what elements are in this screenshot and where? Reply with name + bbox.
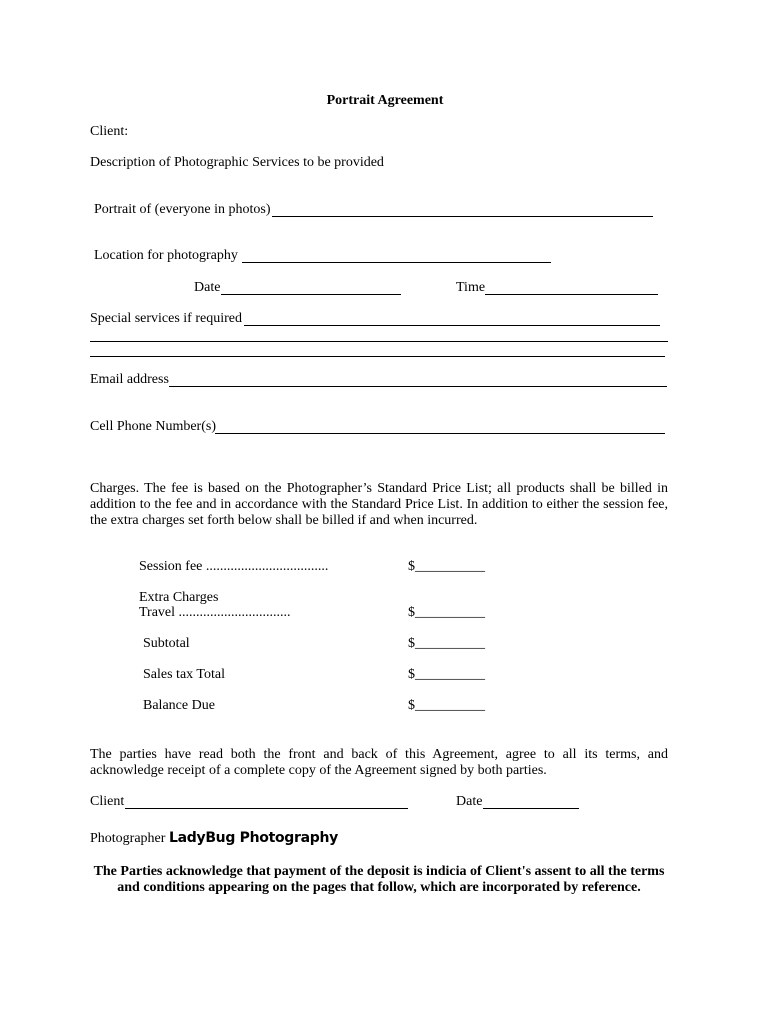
special-services-field-line-3[interactable]: [90, 356, 665, 357]
location-field[interactable]: [242, 262, 551, 263]
balance-due-amount[interactable]: $__________: [408, 698, 485, 713]
cell-phone-field[interactable]: [215, 433, 665, 434]
photographer-label: Photographer: [90, 831, 166, 846]
email-label: Email address: [90, 372, 169, 387]
balance-due-label: Balance Due: [143, 698, 215, 713]
session-fee-amount[interactable]: $__________: [408, 559, 485, 574]
location-label: Location for photography: [94, 248, 238, 263]
portrait-of-field[interactable]: [272, 216, 653, 217]
parties-paragraph: The parties have read both the front and back of this Agreement, agree to all its terms, and acknowledge receipt of a complete copy of the Agreement signed by both parties.: [90, 747, 668, 778]
portrait-of-label: Portrait of (everyone in photos): [94, 202, 271, 217]
subtotal-amount[interactable]: $__________: [408, 636, 485, 651]
sales-tax-label: Sales tax Total: [143, 667, 225, 682]
time-label: Time: [456, 280, 486, 295]
special-services-field-line-2[interactable]: [90, 341, 668, 342]
subtotal-label: Subtotal: [143, 636, 190, 651]
signature-client-label: Client: [90, 794, 125, 809]
email-field[interactable]: [169, 386, 667, 387]
client-label: Client:: [90, 124, 129, 139]
date-label: Date: [194, 280, 221, 295]
sales-tax-amount[interactable]: $__________: [408, 667, 485, 682]
date-field[interactable]: [221, 294, 401, 295]
charges-paragraph: Charges. The fee is based on the Photographer’s Standard Price List; all products shall be billed in addition to the fee and in accordance with the Standard Price List. In addition to either the session fee, the extra charges set forth below shall be billed if and when incurred.: [90, 481, 668, 528]
time-field[interactable]: [485, 294, 658, 295]
page-title: Portrait Agreement: [326, 93, 444, 108]
signature-client-field[interactable]: [125, 808, 408, 809]
extra-charges-label: Extra Charges: [139, 590, 219, 605]
special-services-field[interactable]: [244, 325, 660, 326]
signature-date-field[interactable]: [483, 808, 579, 809]
deposit-acknowledgement: The Parties acknowledge that payment of the deposit is indicia of Client's assent to all the terms and conditions appearing on the pages that follow, which are incorporated by reference.: [93, 864, 665, 895]
signature-date-label: Date: [456, 794, 483, 809]
travel-label: Travel ................................: [139, 605, 291, 620]
description-label: Description of Photographic Services to be provided: [90, 155, 384, 170]
session-fee-label: Session fee ...................................: [139, 559, 329, 574]
travel-amount[interactable]: $__________: [408, 605, 485, 620]
photographer-name: LadyBug Photography: [169, 830, 338, 846]
cell-phone-label: Cell Phone Number(s): [90, 419, 216, 434]
special-services-label: Special services if required: [90, 311, 242, 326]
